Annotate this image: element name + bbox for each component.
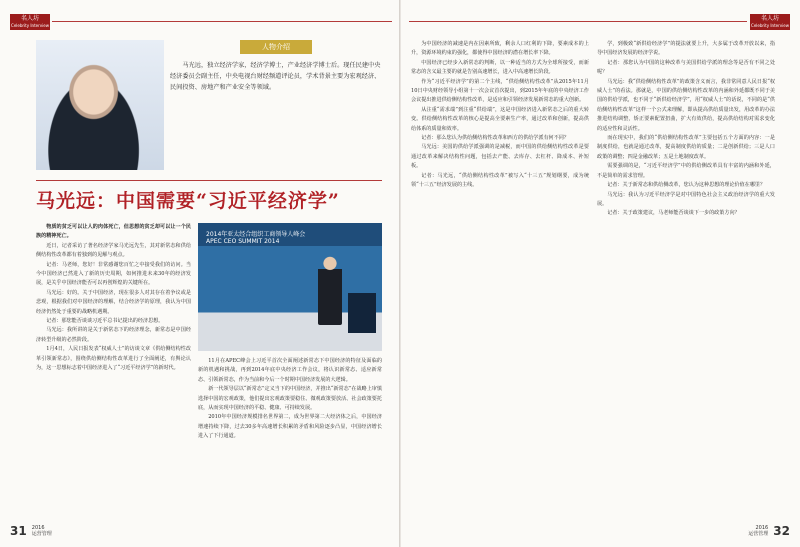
paragraph: 新一代领导层以“新常态”定义当下的中国经济，并推出“新常态”在战略上审慎选择中国的宏观政策，他们提出宏观政策要稳住、微观政策要放活、社会政策要托底，从而实现中国经济的平稳、健康、可持续发展。 xyxy=(198,386,382,412)
section-tab-en: Celebrity Interview xyxy=(11,23,49,28)
paragraph: 1月4日，人民日报发表“权威人士”的访谈文章《供给侧结构性改革引领新常态》，围绕供给侧结构性改革进行了全面阐述，有舆论认为，这一思想标志着中国经济进入了“习近平经济学”的新时代。 xyxy=(36,346,191,372)
header-rule xyxy=(409,21,747,22)
event-banner-en: APEC CEO SUMMIT 2014 xyxy=(206,238,280,245)
publication-info xyxy=(32,525,52,537)
paragraph: 马光远：我“供给侧结构性改革”的政策含义而言，我非常同意人民日报“权威人士”的看法。那就是，中国的供给侧结构性改革的内涵和外延都既不同于美国的供给学派，也不同于“新供给经济学”，用“权威人士”的话说，不同的是“供给侧结构性改革”这样一个公式来理解，即从提高供给质量出发，用改革的办法推进结构调整，矫正要素配置扭曲，扩大有效供给，提高供给结构对需求变化的适应性和灵活性。 xyxy=(597,78,775,132)
paragraph: 记者：马老师，您好！非常感谢您百忙之中接受我们的访问。当今中国经济已然进入了新的历史周期，如何推进未来30年的经济发展，是关乎中国经济能否可以再创辉煌的关键所在。 xyxy=(36,261,191,287)
paragraph: 物质的贫乏可以让人的肉体死亡，但思想的贫乏却可以让一个民族的精神死亡。 xyxy=(36,224,191,240)
right-column-1 xyxy=(411,40,589,520)
paragraph: 记者：关于政策建议，马老师能否谈谈下一步的政策方向？ xyxy=(607,210,740,217)
issue-name: 运营管理 xyxy=(31,530,52,537)
article-headline: 马光远：中国需要“习近平经济学” xyxy=(36,190,340,212)
paragraph: 为中国经济的减速是内在因素所致，剩余人口红利的下降，要素成本的上升，资源环境约束的强化，都使得中国经济的潜在增长率下降。 xyxy=(411,41,589,57)
section-tab-en: Celebrity Interview xyxy=(751,23,789,28)
left-column-1 xyxy=(36,223,191,523)
section-tab-cn: 名人坊 xyxy=(20,15,39,22)
issue-year: 2016 xyxy=(31,524,45,531)
profile-text: 马光远，独立经济学家，经济学博士，产业经济学博士后。现任民建中央经济委员会副主任，中央电视台财经频道评论员，学术背景主要为宏观经济、民间投资、房地产和产业安全等领域。 xyxy=(170,62,381,91)
paragraph: 记者：那您能否谈谈习近平总书记提出的经济思想。 xyxy=(46,318,164,325)
paragraph: 而在现实中，我们的“供给侧结构性改革”主要包括五个方面的内容：一是制度供给，也就是通过改革，提高制度供给的质量；二是创新供给；三是人口政策的调整；四是金融改革；五是土地制度改革。 xyxy=(597,135,775,160)
apec-event-photo xyxy=(198,223,382,351)
paragraph: 马光远：我所讲的是关于新常态下的经济理念，新常态是中国经济转型升级的必然阶段。 xyxy=(36,327,191,343)
issue-year: 2016 xyxy=(755,524,769,531)
section-tab-left xyxy=(10,14,50,30)
paragraph: 学，到极致“新供给经济学”的提法就要上升，大多属于改革开放以来，指导中国经济发展的经济学说。 xyxy=(597,41,775,57)
right-page xyxy=(401,0,800,547)
paragraph: 2010年中国经济规模排名世界第二，成为世界第二大经济体之后，中国经济增速持续下降，过去30多年高速增长积累的矛盾和风险逐步凸显，中国经济增长进入了下行通道。 xyxy=(198,414,382,440)
paragraph: 记者：马光远，“供给侧结构性改革”被写入“十三五”规划纲要，成为统领“十三五”经济发展的主线。 xyxy=(411,172,589,189)
paragraph: 近日，记者采访了著名经济学家马光远先生，其对新常态和供给侧结构性改革都有着独到的见解与观点。 xyxy=(36,242,191,259)
paragraph: 马光远：好的。关于中国经济，现在很多人对其存在着争议或是悲观，根据我们对中国经济的理解，结合经济学的原理，我认为中国经济仍然处于重要的战略机遇期。 xyxy=(36,289,191,315)
paragraph: 马光远：美国的供给学派强调的是减税，而中国的供给侧结构性改革是要通过改革来解决结构性问题，包括去产能、去库存、去杠杆、降成本、补短板。 xyxy=(411,144,589,170)
header-rule xyxy=(52,21,392,22)
page-number: 31 xyxy=(10,524,27,538)
event-banner xyxy=(206,229,374,245)
issue-name: 运营管理 xyxy=(748,530,769,537)
footer-right xyxy=(748,520,790,539)
paragraph: 从注重“需求端”到注重“供给端”，这是中国经济进入新常态之后的重大转变。供给侧结构性改革的核心是提高全要素生产率，通过改革和创新，提高供给体系的质量和效率。 xyxy=(411,106,589,132)
profile-box xyxy=(170,40,382,93)
paragraph: 中国经济已经步入新常态的判断，以一种适当的方式为全球所接受，而新常态的含义最主要的就是告别高速增长，进入中高速增长阶段。 xyxy=(411,59,589,76)
paragraph: 11月在APEC峰会上习近平首次全面阐述新常态下中国经济的特征及面临的新的机遇和挑战，再到2014年底中央经济工作会议，将认识新常态、适应新常态、引领新常态，作为当前和今后一个时期中国经济发展的大逻辑。 xyxy=(198,358,382,383)
paragraph: 作为“习近平经济学”的第二个主线，“供给侧结构性改革”从2015年11月10日中央财经领导小组第十一次会议首次提出，到2015年年底的中央经济工作会议提出推进供给侧结构性改革，是适应和引领经济发展新常态的重大创新。 xyxy=(411,78,589,104)
portrait-photo xyxy=(36,40,164,170)
paragraph: 需要强调的是，“习近平经济学”中的供给侧改革具有丰富的内涵和外延，不是简单的需求管理。 xyxy=(597,163,775,179)
speaker-figure xyxy=(318,255,342,325)
paragraph: 记者：关于新常态和供给侧改革，您认为这种思想的理论价值在哪里？ xyxy=(607,182,766,189)
profile-title: 人物介绍 xyxy=(240,40,312,54)
section-tab-cn: 名人坊 xyxy=(760,15,779,22)
event-banner-cn: 2014年亚太经合组织工商领导人峰会 xyxy=(206,231,306,238)
paragraph: 记者：那么您认为供给侧结构性改革和西方的供给学派有何不同？ xyxy=(421,135,569,142)
podium xyxy=(348,293,376,333)
right-column-2 xyxy=(597,40,775,520)
paragraph: 记者：那您认为中国的这种改革与美国供给学派的理念等是否有不同之处呢？ xyxy=(597,59,775,76)
paragraph: 马光远：我认为习近平经济学是对中国特色社会主义政治经济学的重大发展。 xyxy=(597,191,775,207)
left-page xyxy=(0,0,399,547)
title-rule xyxy=(36,180,382,181)
publication-info xyxy=(748,525,768,537)
footer-left xyxy=(10,520,52,539)
section-tab-right xyxy=(750,14,790,30)
page-number: 32 xyxy=(773,524,790,538)
left-column-2 xyxy=(198,357,382,525)
